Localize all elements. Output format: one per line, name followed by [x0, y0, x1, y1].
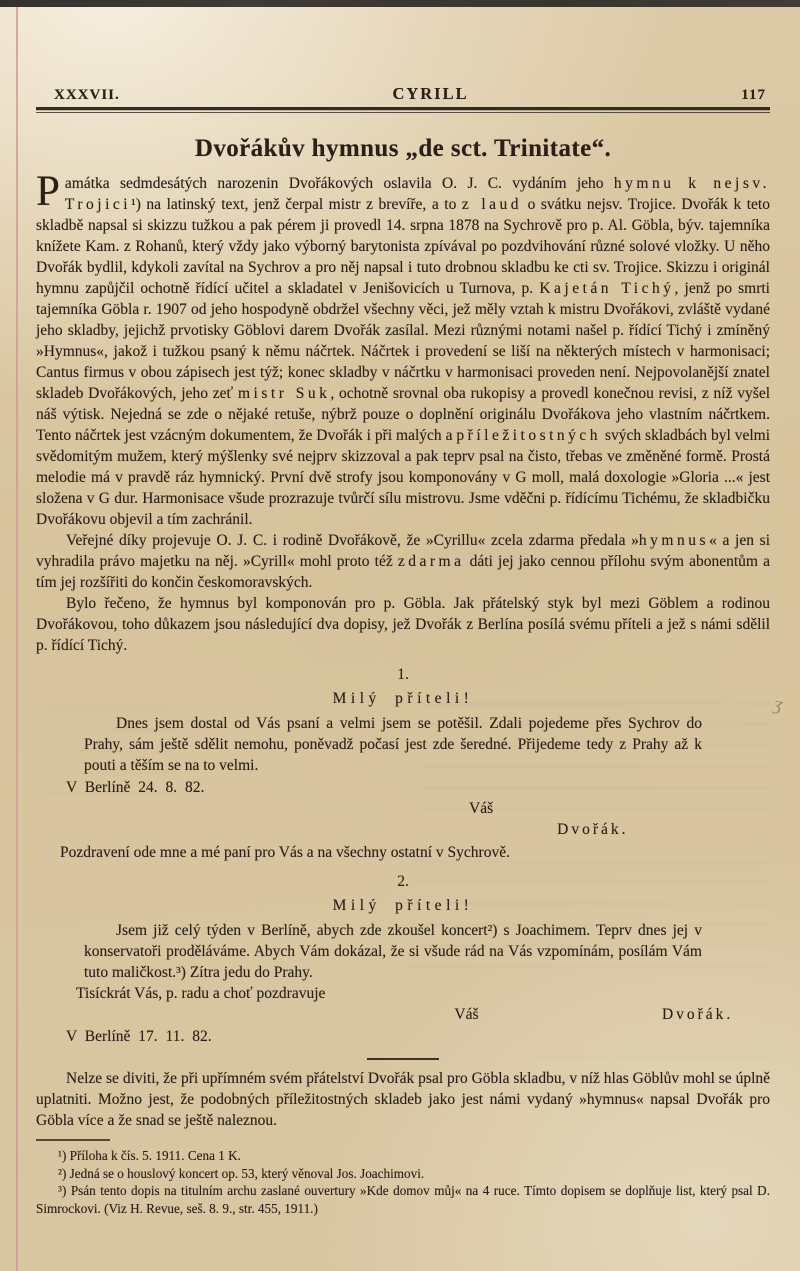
letter-body: Jsem již celý týden v Berlíně, abych zde zkoušel koncert²) s Joachimem. Teprv dnes jej v konservatoři proděláváme. Abych Vám dokázal, že si všude rád na Vás vzpomínám, posílám Vám tuto maličkost.³) Zítra jedu do Prahy.	[84, 922, 702, 981]
letter-salutation: Milý příteli!	[332, 690, 474, 707]
emphasized-text: příležitostných	[456, 427, 602, 444]
text-segment: Veřejné díky projevuje O. J. C. i rodině Dvořákově, že »Cyrillu« zcela zdarma předala »	[66, 532, 639, 549]
letter-number: 1.	[397, 666, 409, 683]
handwritten-mark: ʒ	[771, 693, 785, 716]
text-segment: « a jen si vyhradila právo majetku na něj. »Cyrill« mohl proto též	[36, 532, 770, 570]
letter-signature: Dvořák.	[557, 821, 629, 838]
text-segment: Bylo řečeno, že hymnus byl komponován pro p. Göbla. Jak přátelský styk byl mezi Göblem a rodinou Dvořákovou, toho důkazem jsou následující dva dopisy, jež Dvořák z Berlína posílá svému příteli a jež s námi sdělil p. řídící Tichý.	[36, 595, 770, 654]
article-paragraph	[36, 168, 771, 530]
article-paragraph	[36, 530, 770, 593]
drop-cap: P	[36, 168, 60, 215]
footnote-3: ³) Psán tento dopis na titulním archu zaslané ouvertury »Kde domov můj« na 4 ruce. Tímto dopisem se doplňuje list, který psal D. Simrockovi. (Viz H. Revue, seš. 8. 9., str. 455, 1911.)	[36, 1183, 770, 1216]
text-segment: amátka sedmdesátých narozenin Dvořákových oslavila O. J. C. vydáním jeho	[64, 175, 614, 192]
section-divider-rule	[367, 1058, 439, 1060]
emphasized-text: zdarma	[397, 553, 465, 570]
letter-body: Dnes jsem dostal od Vás psaní a velmi jsem se potěšil. Zdali pojedeme přes Sychrov do Prahy, sám ještě sdělit nemohu, poněvadž počasí jest zde šeredné. Přijedeme tedy z Prahy až k pouti a těším se na to velmi.	[84, 715, 702, 774]
emphasized-text: mistr Suk	[238, 385, 331, 402]
letter-1	[36, 664, 770, 863]
letter-postscript: Pozdravení ode mne a mé paní pro Vás a na všechny ostatní v Sychrově.	[60, 844, 510, 861]
letter-closing: Váš	[469, 800, 494, 817]
letter-dateline: V Berlíně 17. 11. 82.	[66, 1028, 212, 1045]
article-paragraph	[36, 593, 770, 656]
emphasized-text: Kajetán Tichý	[539, 280, 675, 297]
letter-number: 2.	[397, 873, 409, 890]
page-content	[36, 84, 770, 1217]
page-top-edge	[0, 0, 800, 7]
letter-valediction: Tisíckrát Vás, p. radu a choť pozdravuje	[76, 985, 326, 1002]
footnote-1: ¹) Příloha k čís. 5. 1911. Cena 1 K.	[58, 1148, 241, 1163]
closing-paragraph: Nelze se diviti, že při upřímném svém přátelství Dvořák psal pro Göbla skladbu, v níž hlas Göblův mohl se úplně uplatniti. Možno jest, že podobných příležitostných skladeb jako jest námi vydaný »hymnus« napsal Dvořák pro Göbla více a že snad se ještě naleznou.	[36, 1070, 770, 1129]
emphasized-text: z laud	[461, 196, 523, 213]
volume-number: XXXVII.	[54, 87, 120, 103]
letter-signature: Dvořák.	[661, 1006, 734, 1023]
letter-dateline: V Berlíně 24. 8. 82.	[66, 779, 205, 796]
header-rule-thin	[36, 112, 770, 113]
emphasized-text: hymnu k nejsv. Trojici	[64, 175, 770, 213]
letter-closing-line	[36, 1004, 770, 1025]
article-title: Dvořákův hymnus „de sct. Trinitate“.	[194, 135, 612, 162]
text-segment: dáti jej jako cennou přílohu svým abonentům a tím jej rozšířiti do končin českomoravských.	[36, 553, 770, 591]
emphasized-text: hymnus	[638, 532, 710, 549]
page-number: 117	[741, 87, 766, 103]
text-segment: , ochotně srovnal oba rukopisy a provedl konečnou revisi, z níž vyšel náš výtisk. Nejedná se zde o nějaké retuše, nýbrž pouze o doplnění originálu Dvořákova jeho vlastním náčrtkem. Tento náčrtek jest vzácným dokumentem, že Dvořák i při malých a	[36, 385, 771, 444]
article-paragraphs	[36, 168, 771, 656]
header-rule-thick	[36, 107, 770, 110]
text-segment: ¹) na latinský text, jenž čerpal mistr z brevíře, a to	[131, 196, 462, 213]
letter-2	[36, 871, 770, 1047]
page-header	[36, 84, 770, 104]
text-segment: svých skladbách byl velmi svědomitým mužem, který mýšlenky své nejprv skizzoval a pak teprv psal na čisto, třebas ve změněné formě. Prostá melodie má v pravdě ráz hymnický. První dvě strofy jsou komponovány v G moll, malá doxologie »Gloria ...« jest složena v G dur. Harmonisace všude prozrazuje tvůrčí sílu mistrovu. Jsme vděčni p. řídícímu Tichému, že skladbičku Dvořákovu objevil a tím zachránil.	[36, 427, 770, 528]
footnotes	[36, 1147, 770, 1217]
margin-line	[16, 7, 18, 1271]
footnote-2: ²) Jedná se o houslový koncert op. 53, který věnoval Jos. Joachimovi.	[58, 1165, 425, 1181]
letter-salutation: Milý příteli!	[332, 897, 474, 914]
text-segment: , jenž po smrti tajemníka Göbla r. 1907 od jeho hospodyně obdržel všechny věci, jež měly vztah k mistru Dvořákovi, zvláště vydané jeho skladby, jejichž prvotisky Göblovi darem Dvořák zasílal. Mezi různými notami našel p. řídící Tichý i zmíněný »Hymnus«, jakož i tužkou psaný k němu náčrtek. Náčrtek i provedení se liší na některých místech v harmonisaci; Cantus firmus v obou zápisech jest týž; konec skladby v náčrtku v harmonisaci proveden není. Nejpovolanější znatel skladeb Dvořákových, jeho zeť	[36, 280, 770, 402]
journal-name: CYRILL	[392, 84, 469, 103]
footnote-separator-rule	[36, 1139, 110, 1141]
text-segment: o svátku nejsv. Trojice. Dvořák k teto skladbě napsal si skizzu tužkou a pak pérem ji provedl 14. srpna 1878 na Sychrově pro p. Al. Göbla, býv. tajemníka knížete Kam. z Rohanů, který vždy jako výborný barytonista zpívával po pozdvihování různé solové vložky. U něho Dvořák bydlil, kdykoli zavítal na Sychrov a pro něj napsal i tuto drobnou skladbu ke cti sv. Trojice. Skizzu i originál hymnu zapůjčil ochotně řídící učitel a skladatel v Jenišovicích u Turnova, p.	[36, 196, 770, 297]
letter-closing: Váš	[454, 1006, 479, 1023]
